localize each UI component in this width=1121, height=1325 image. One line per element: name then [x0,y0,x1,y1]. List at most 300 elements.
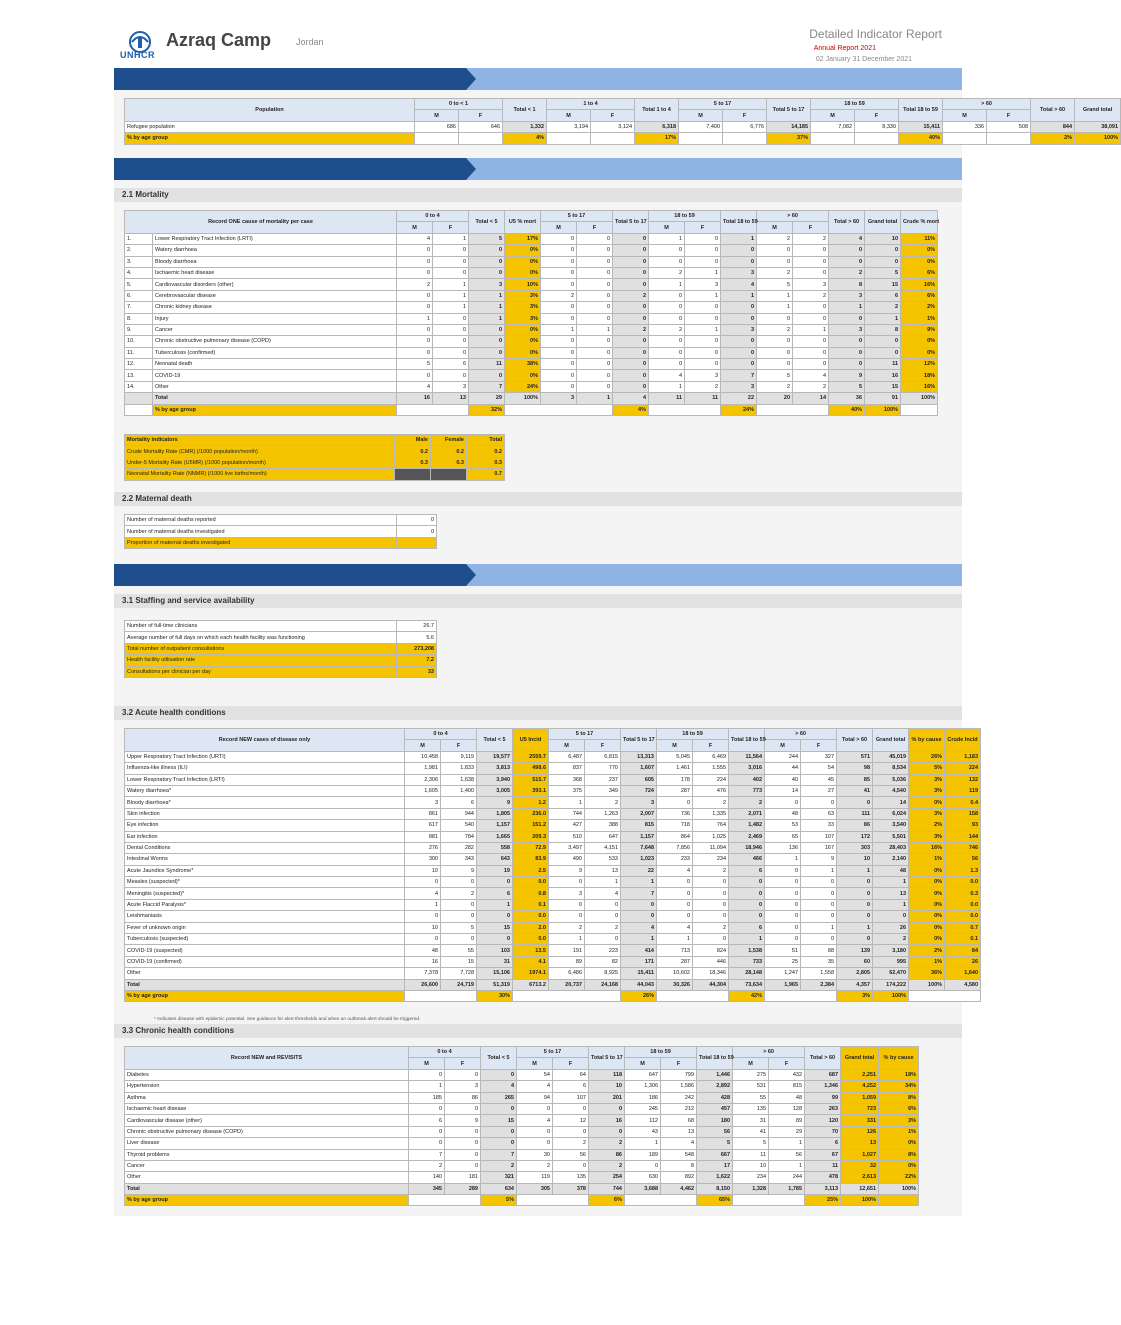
sex-header: M [625,1058,661,1069]
table-cell: 98 [837,763,873,774]
table-cell: 1% [901,313,938,324]
table-cell: 27 [801,785,837,796]
table-cell: 2 [757,381,793,392]
table-cell: 2% [901,302,938,313]
column-header: Grand total [1075,99,1121,122]
table-cell: 24,168 [585,979,621,990]
table-cell: 20,737 [549,979,585,990]
table-cell: 4 [405,888,441,899]
table-cell: 6,318 [635,121,679,132]
chronic-header-row [125,1047,919,1058]
table-cell: 0 [793,267,829,278]
table-cell: 1 [757,290,793,301]
table-cell: 13 [585,865,621,876]
table-cell: 2 [589,1138,625,1149]
table-cell: 1,558 [801,968,837,979]
refugee-population-row [125,121,1121,132]
table-cell: 19 [477,865,513,876]
chronic-total-row [125,1183,919,1194]
table-cell: 3 [685,370,721,381]
table-cell: 22% [879,1172,919,1183]
table-cell: 2 [613,290,649,301]
table-cell: 100% [879,1183,919,1194]
table-cell: 0 [577,267,613,278]
mortality-cause-row [125,233,938,244]
table-cell: 3,813 [477,763,513,774]
table-cell: 0 [433,324,469,335]
table-cell: 1% [909,956,945,967]
table-cell [513,990,621,1001]
table-cell: 0 [649,313,685,324]
table-cell: 2,805 [837,968,873,979]
table-cell: 300 [405,854,441,865]
table-cell: 2 [693,797,729,808]
table-cell: 687 [805,1069,841,1080]
table-cell: 2,007 [621,808,657,819]
table-cell: 56 [769,1149,805,1160]
table-cell: 1 [577,324,613,335]
indicator-value: 7.2 [397,655,437,666]
table-cell: 799 [661,1069,697,1080]
table-cell: 151.2 [513,820,549,831]
indicator-value: 5.6 [397,632,437,643]
table-cell: 9 [801,854,837,865]
table-cell: 5 [697,1138,733,1149]
acute-condition-row [125,763,981,774]
table-cell: 65% [697,1195,733,1206]
table-cell: 140 [409,1172,445,1183]
table-cell: 0 [657,911,693,922]
table-cell: 100% [841,1195,879,1206]
table-cell: 0% [505,267,541,278]
table-cell: 2 [589,1160,625,1171]
table-cell: 723 [841,1103,879,1114]
table-cell: 3 [469,279,505,290]
table-cell: 3% [505,313,541,324]
sex-header: M [547,110,591,121]
table-cell: 242 [661,1092,697,1103]
indicator-label: Number of full-time clinicians [125,621,397,632]
table-cell: Bloody diarrhoea [153,256,397,267]
table-cell: Ischaemic heart disease [125,1103,409,1114]
table-cell: 11,094 [693,842,729,853]
table-cell: 2 [793,233,829,244]
table-cell: Other [153,381,397,392]
table-cell: 1,607 [621,763,657,774]
table-cell: 84 [945,945,981,956]
column-header: Record NEW cases of disease only [125,729,405,752]
table-cell: 2 [517,1160,553,1171]
table-cell: 0 [549,899,585,910]
table-cell: 2,384 [801,979,837,990]
column-header: Crude % mort [901,211,938,234]
table-cell: 0% [909,797,945,808]
table-cell: 0.3 [467,457,505,468]
table-cell: 0 [541,381,577,392]
table-cell [547,133,591,144]
table-cell: 478 [805,1172,841,1183]
table-cell: 3 [829,324,865,335]
table-cell: % by age group [125,133,415,144]
table-cell: 1 [657,934,693,945]
table-cell [879,1195,919,1206]
table-cell: 336 [943,121,987,132]
mortality-cause-row [125,290,938,301]
table-cell: 605 [621,774,657,785]
column-header: Total 1 to 4 [635,99,679,122]
section-band-population [114,68,962,90]
table-cell: 0 [481,1138,517,1149]
table-cell: 345 [409,1183,445,1194]
table-cell: 254 [589,1172,625,1183]
table-cell: 0 [721,245,757,256]
table-cell: 3 [685,279,721,290]
acute-condition-row [125,865,981,876]
table-cell: 4,252 [841,1081,879,1092]
table-cell: 0 [553,1103,589,1114]
column-header: 0 to 4 [409,1047,481,1058]
table-cell: 2 [441,888,477,899]
table-cell: 233 [657,854,693,865]
sex-header: F [433,222,469,233]
table-cell: Cerebrovascular disease [153,290,397,301]
table-cell: 6% [589,1195,625,1206]
table-cell: 0 [793,347,829,358]
table-cell: 10 [733,1160,769,1171]
column-header: U5 Incid [513,729,549,752]
table-cell: 282 [441,842,477,853]
table-cell: 724 [621,785,657,796]
section-staffing-title: 3.1 Staffing and service availability [114,594,962,608]
table-cell: 31 [733,1115,769,1126]
table-cell: 515.7 [513,774,549,785]
table-cell: 0 [829,245,865,256]
table-cell [409,1195,481,1206]
table-cell: 107 [801,831,837,842]
indicator-row [125,632,437,643]
table-cell: 11 [469,359,505,370]
staffing-table [124,620,437,678]
column-header: Population [125,99,415,122]
table-cell: 1 [625,1138,661,1149]
table-cell: 0 [433,370,469,381]
section-maternal-title: 2.2 Maternal death [114,492,962,506]
epidemic-footnote: * Indicates disease with epidemic potential. See guidance for alert thresholds and when an outbreak alert should be triggered. [154,1017,421,1022]
table-cell: 30,326 [657,979,693,990]
column-header: Total > 60 [829,211,865,234]
table-cell: Chronic obstructive pulmonary disease (COPD) [153,336,397,347]
acute-condition-row [125,831,981,842]
table-cell: 1 [837,922,873,933]
chronic-condition-row [125,1115,919,1126]
table-cell: 1,059 [841,1092,879,1103]
table-cell: 245 [625,1103,661,1114]
mortality-cause-row [125,347,938,358]
table-cell: 1,023 [621,854,657,865]
table-cell [733,1195,805,1206]
table-cell: 8 [865,324,901,335]
table-cell: 0 [441,877,477,888]
table-cell: 287 [657,956,693,967]
table-cell: 15 [481,1115,517,1126]
table-cell: 2 [757,233,793,244]
table-cell: 24,719 [441,979,477,990]
table-cell: 64 [553,1069,589,1080]
table-cell: 12 [553,1115,589,1126]
table-cell [909,990,981,1001]
table-cell: 4 [517,1081,553,1092]
table-cell: 3% [837,990,873,1001]
table-cell: 0 [829,256,865,267]
table-cell [591,133,635,144]
table-cell: 540 [441,820,477,831]
table-cell: 3 [433,381,469,392]
table-cell: 135 [733,1103,769,1114]
column-header: Total 5 to 17 [613,211,649,234]
indicator-value: 33 [397,666,437,677]
table-cell: 178 [657,774,693,785]
table-cell: 0 [577,313,613,324]
table-cell: 128 [769,1103,805,1114]
table-cell: 3 [549,888,585,899]
table-cell: 0 [481,1126,517,1137]
report-period-label: Annual Report 2021 [813,45,876,52]
table-cell: 0 [397,290,433,301]
table-cell: 10,602 [657,968,693,979]
table-cell: 0 [433,267,469,278]
table-cell: 120 [805,1115,841,1126]
table-cell: 0 [765,922,801,933]
table-cell: 8,925 [585,968,621,979]
sex-header: M [517,1058,553,1069]
sex-header: M [765,740,801,751]
table-cell: 48 [405,945,441,956]
column-header: 0 to 4 [405,729,477,740]
table-cell: Cancer [125,1160,409,1171]
table-cell: 191 [549,945,585,956]
table-cell: 0% [909,911,945,922]
table-cell: 0 [649,347,685,358]
table-cell: 18% [879,1069,919,1080]
column-header: Grand total [841,1047,879,1070]
report-date-range: 02 January 31 December 2021 [815,56,912,63]
table-cell: 1 [729,934,765,945]
population-header-row [125,99,1121,110]
sex-header: F [693,740,729,751]
table-cell: 11 [685,393,721,404]
table-cell: 764 [693,820,729,831]
table-cell: 0 [649,256,685,267]
table-cell: 4% [613,404,649,415]
table-cell: 0 [685,347,721,358]
table-cell: 3 [829,290,865,301]
table-cell: 0 [433,245,469,256]
table-cell: 26% [909,751,945,762]
table-cell: 1 [397,313,433,324]
table-cell: 24% [721,404,757,415]
table-cell: 0.4 [945,797,981,808]
sex-header: F [441,740,477,751]
table-cell: 126 [841,1126,879,1137]
table-cell: 62,470 [873,968,909,979]
table-cell: 0.0 [513,911,549,922]
table-cell: 40% [829,404,865,415]
table-cell: 2 [873,934,909,945]
column-header: 18 to 59 [625,1047,697,1058]
table-cell: 1 [757,302,793,313]
table-cell: 6% [901,290,938,301]
table-cell: 476 [693,785,729,796]
table-cell: 7 [721,370,757,381]
column-header: % by cause [879,1047,919,1070]
table-cell: 0 [613,279,649,290]
table-cell: 4. [125,267,153,278]
table-cell: 0 [765,797,801,808]
table-cell: 7 [481,1149,517,1160]
table-cell: 38,091 [1075,121,1121,132]
table-cell: 0 [445,1069,481,1080]
table-cell: 490 [549,854,585,865]
table-cell: 16% [909,842,945,853]
table-cell: 3% [505,290,541,301]
table-cell: 60 [837,956,873,967]
table-cell: 1 [577,393,613,404]
table-cell: 6 [433,359,469,370]
table-cell: Eye infection [125,820,405,831]
table-cell: 68 [661,1115,697,1126]
table-cell: 70 [805,1126,841,1137]
table-cell: 13 [433,393,469,404]
table-cell: 0 [649,290,685,301]
mortality-cause-row [125,313,938,324]
acute-condition-row [125,899,981,910]
table-cell: 0% [505,336,541,347]
table-cell: 15,106 [477,968,513,979]
table-cell: 5 [733,1138,769,1149]
table-cell: 4 [613,393,649,404]
table-cell: 0 [613,313,649,324]
table-cell: 0.3 [945,888,981,899]
table-cell: 1 [801,922,837,933]
table-cell: 0 [765,877,801,888]
column-header: Total < 5 [481,1047,517,1070]
table-cell: 0 [613,347,649,358]
table-cell: 20 [757,393,793,404]
table-cell: 42% [729,990,765,1001]
table-cell: 0.3 [431,457,467,468]
column-header: Total > 60 [805,1047,841,1070]
column-header: Record ONE cause of mortality per case [125,211,397,234]
table-cell: 1 [549,934,585,945]
table-cell: 3,005 [477,785,513,796]
table-cell: 0 [765,865,801,876]
table-cell: 0 [585,934,621,945]
table-cell: Upper Respiratory Tract Infection (URTI) [125,751,405,762]
column-header: Male [395,435,431,446]
table-cell: 1 [769,1138,805,1149]
table-cell: 4 [397,381,433,392]
table-cell: 12. [125,359,153,370]
table-cell: 10 [589,1081,625,1092]
column-header: > 60 [757,211,829,222]
table-cell: 287 [657,785,693,796]
table-cell: 5 [469,233,505,244]
table-cell: 446 [693,956,729,967]
indicator-value: 0 [397,526,437,537]
table-cell: 8 [661,1160,697,1171]
table-cell: 3,124 [591,121,635,132]
table-cell: 5,501 [873,831,909,842]
indicator-row [125,457,505,468]
table-cell: 0 [481,1069,517,1080]
table-cell: 100% [909,979,945,990]
table-cell: 713 [657,945,693,956]
table-cell: 466 [729,854,765,865]
table-cell: 56 [553,1149,589,1160]
table-cell: 0 [829,313,865,324]
column-header: Record NEW and REVISITS [125,1047,409,1070]
table-cell: 91 [865,393,901,404]
table-cell: 0 [541,370,577,381]
indicator-value [397,537,437,548]
table-cell: 1 [685,324,721,335]
table-cell: 1,622 [697,1172,733,1183]
table-cell: 4 [517,1115,553,1126]
table-cell: 2 [757,324,793,335]
table-cell: 12,651 [841,1183,879,1194]
table-cell: 0 [685,302,721,313]
table-cell: 4 [621,922,657,933]
table-cell: 0 [541,313,577,324]
table-cell: 427 [549,820,585,831]
table-cell: Measles (suspected)* [125,877,405,888]
mortality-total-row [125,393,938,404]
table-cell: 864 [657,831,693,842]
table-cell: 0 [409,1138,445,1149]
table-cell: 275 [733,1069,769,1080]
table-cell: 2 [585,797,621,808]
table-cell: 36 [829,393,865,404]
table-cell: 0 [441,934,477,945]
acute-condition-row [125,968,981,979]
table-cell: 0 [757,359,793,370]
table-cell: 26,600 [405,979,441,990]
table-cell: 1 [469,313,505,324]
sex-header: F [987,110,1031,121]
table-cell: 0 [765,888,801,899]
table-cell: 0 [589,1103,625,1114]
table-cell: 0 [829,347,865,358]
table-cell: 0 [685,336,721,347]
table-cell: 51,319 [477,979,513,990]
table-cell: 7 [409,1149,445,1160]
table-cell [125,393,153,404]
table-cell [723,133,767,144]
table-cell: 432 [769,1069,805,1080]
table-cell: 111 [837,808,873,819]
table-cell: 0 [445,1103,481,1114]
sex-header: F [585,740,621,751]
table-cell: 30% [477,990,513,1001]
table-cell: 0 [541,336,577,347]
sex-header: F [661,1058,697,1069]
table-cell: 1,328 [733,1183,769,1194]
sex-header: M [943,110,987,121]
table-cell: 55 [733,1092,769,1103]
table-cell: 1,332 [503,121,547,132]
table-cell [901,404,938,415]
table-cell: 44 [765,763,801,774]
